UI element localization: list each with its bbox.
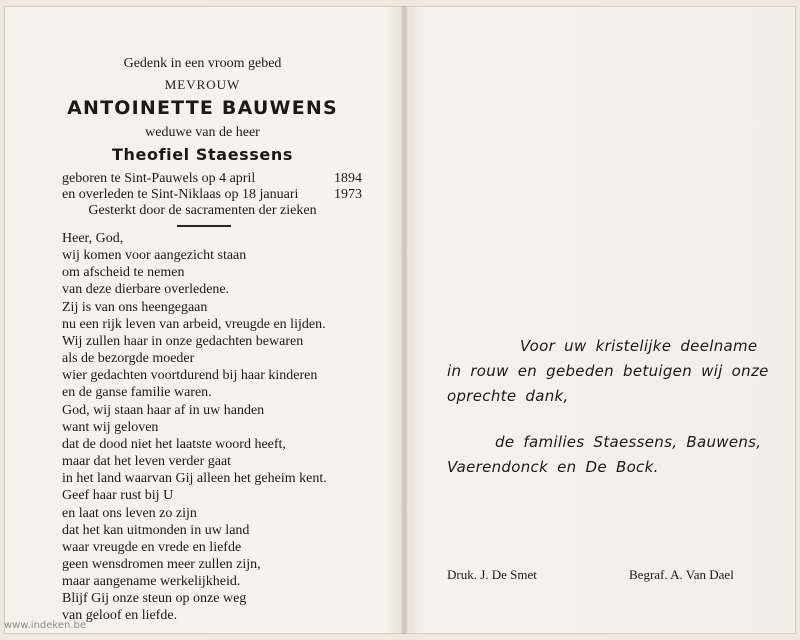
birth-year: 1894 bbox=[334, 171, 362, 186]
prayer-line: Geef haar rust bij U bbox=[62, 488, 174, 504]
spouse-name: Theofiel Staessens bbox=[112, 145, 293, 164]
prayer-text bbox=[62, 230, 327, 625]
prayer-line: Zij is van ons heengegaan bbox=[62, 299, 208, 315]
title-text: MEVROUW bbox=[164, 77, 241, 92]
birth-text: geboren te Sint-Pauwels op 4 april bbox=[62, 171, 256, 186]
prayer-line: dat het kan uitmonden in uw land bbox=[62, 522, 250, 538]
prayer-line: van geloof en liefde. bbox=[62, 608, 178, 624]
thanks-line: in rouw en gebeden betuigen wij onze bbox=[447, 362, 769, 380]
birth-line bbox=[62, 171, 362, 187]
death-line bbox=[62, 187, 362, 203]
widow-text: weduwe van de heer bbox=[145, 125, 260, 140]
prayer-line: en de ganse familie waren. bbox=[62, 385, 212, 401]
death-year: 1973 bbox=[334, 187, 362, 202]
prayer-line: maar dat het leven verder gaat bbox=[62, 454, 232, 470]
prayer-line: Heer, God, bbox=[62, 231, 124, 246]
thanks-line: oprechte dank, bbox=[447, 387, 569, 405]
undertaker-credit: Begraf. A. Van Dael bbox=[629, 567, 734, 582]
prayer-line: geen wensdromen meer zullen zijn, bbox=[62, 556, 261, 572]
prayer-line: Wij zullen haar in onze gedachten bewaren bbox=[62, 333, 304, 349]
sacraments-text: Gesterkt door de sacramenten der zieken bbox=[88, 203, 317, 218]
thanks-line: Voor uw kristelijke deelname bbox=[520, 337, 758, 355]
intro-text: Gedenk in een vroom gebed bbox=[123, 56, 282, 71]
prayer-line: van deze dierbare overledene. bbox=[62, 282, 230, 298]
prayer-line: waar vreugde en vrede en liefde bbox=[62, 539, 242, 555]
divider-line bbox=[177, 225, 231, 227]
prayer-line: God, wij staan haar af in uw handen bbox=[62, 402, 265, 418]
prayer-line: dat de dood niet het laatste woord heeft, bbox=[62, 436, 286, 452]
prayer-line: om afscheid te nemen bbox=[62, 265, 185, 281]
death-text: en overleden te Sint-Niklaas op 18 januari bbox=[62, 187, 299, 202]
prayer-line: wier gedachten voortdurend bij haar kinderen bbox=[62, 368, 318, 384]
prayer-line: en laat ons leven zo zijn bbox=[62, 505, 197, 521]
prayer-line: in het land waarvan Gij alleen het geheim kent. bbox=[62, 471, 327, 487]
prayer-line: als de bezorgde moeder bbox=[62, 351, 195, 367]
prayer-line: maar aangename werkelijkheid. bbox=[62, 574, 241, 590]
families-line: de families Staessens, Bauwens, bbox=[495, 433, 762, 451]
prayer-line: nu een rijk leven van arbeid, vreugde en lijden. bbox=[62, 316, 326, 332]
families-line: Vaerendonck en De Bock. bbox=[447, 458, 659, 476]
watermark-text: www.indeken.be bbox=[4, 620, 87, 631]
prayer-line: wij komen voor aangezicht staan bbox=[62, 248, 247, 264]
deceased-name: ANTOINETTE BAUWENS bbox=[67, 97, 338, 119]
right-page bbox=[405, 0, 800, 640]
prayer-line: want wij geloven bbox=[62, 419, 159, 435]
printer-credit: Druk. J. De Smet bbox=[447, 567, 537, 582]
prayer-line: Blijf Gij onze steun op onze weg bbox=[62, 591, 247, 607]
